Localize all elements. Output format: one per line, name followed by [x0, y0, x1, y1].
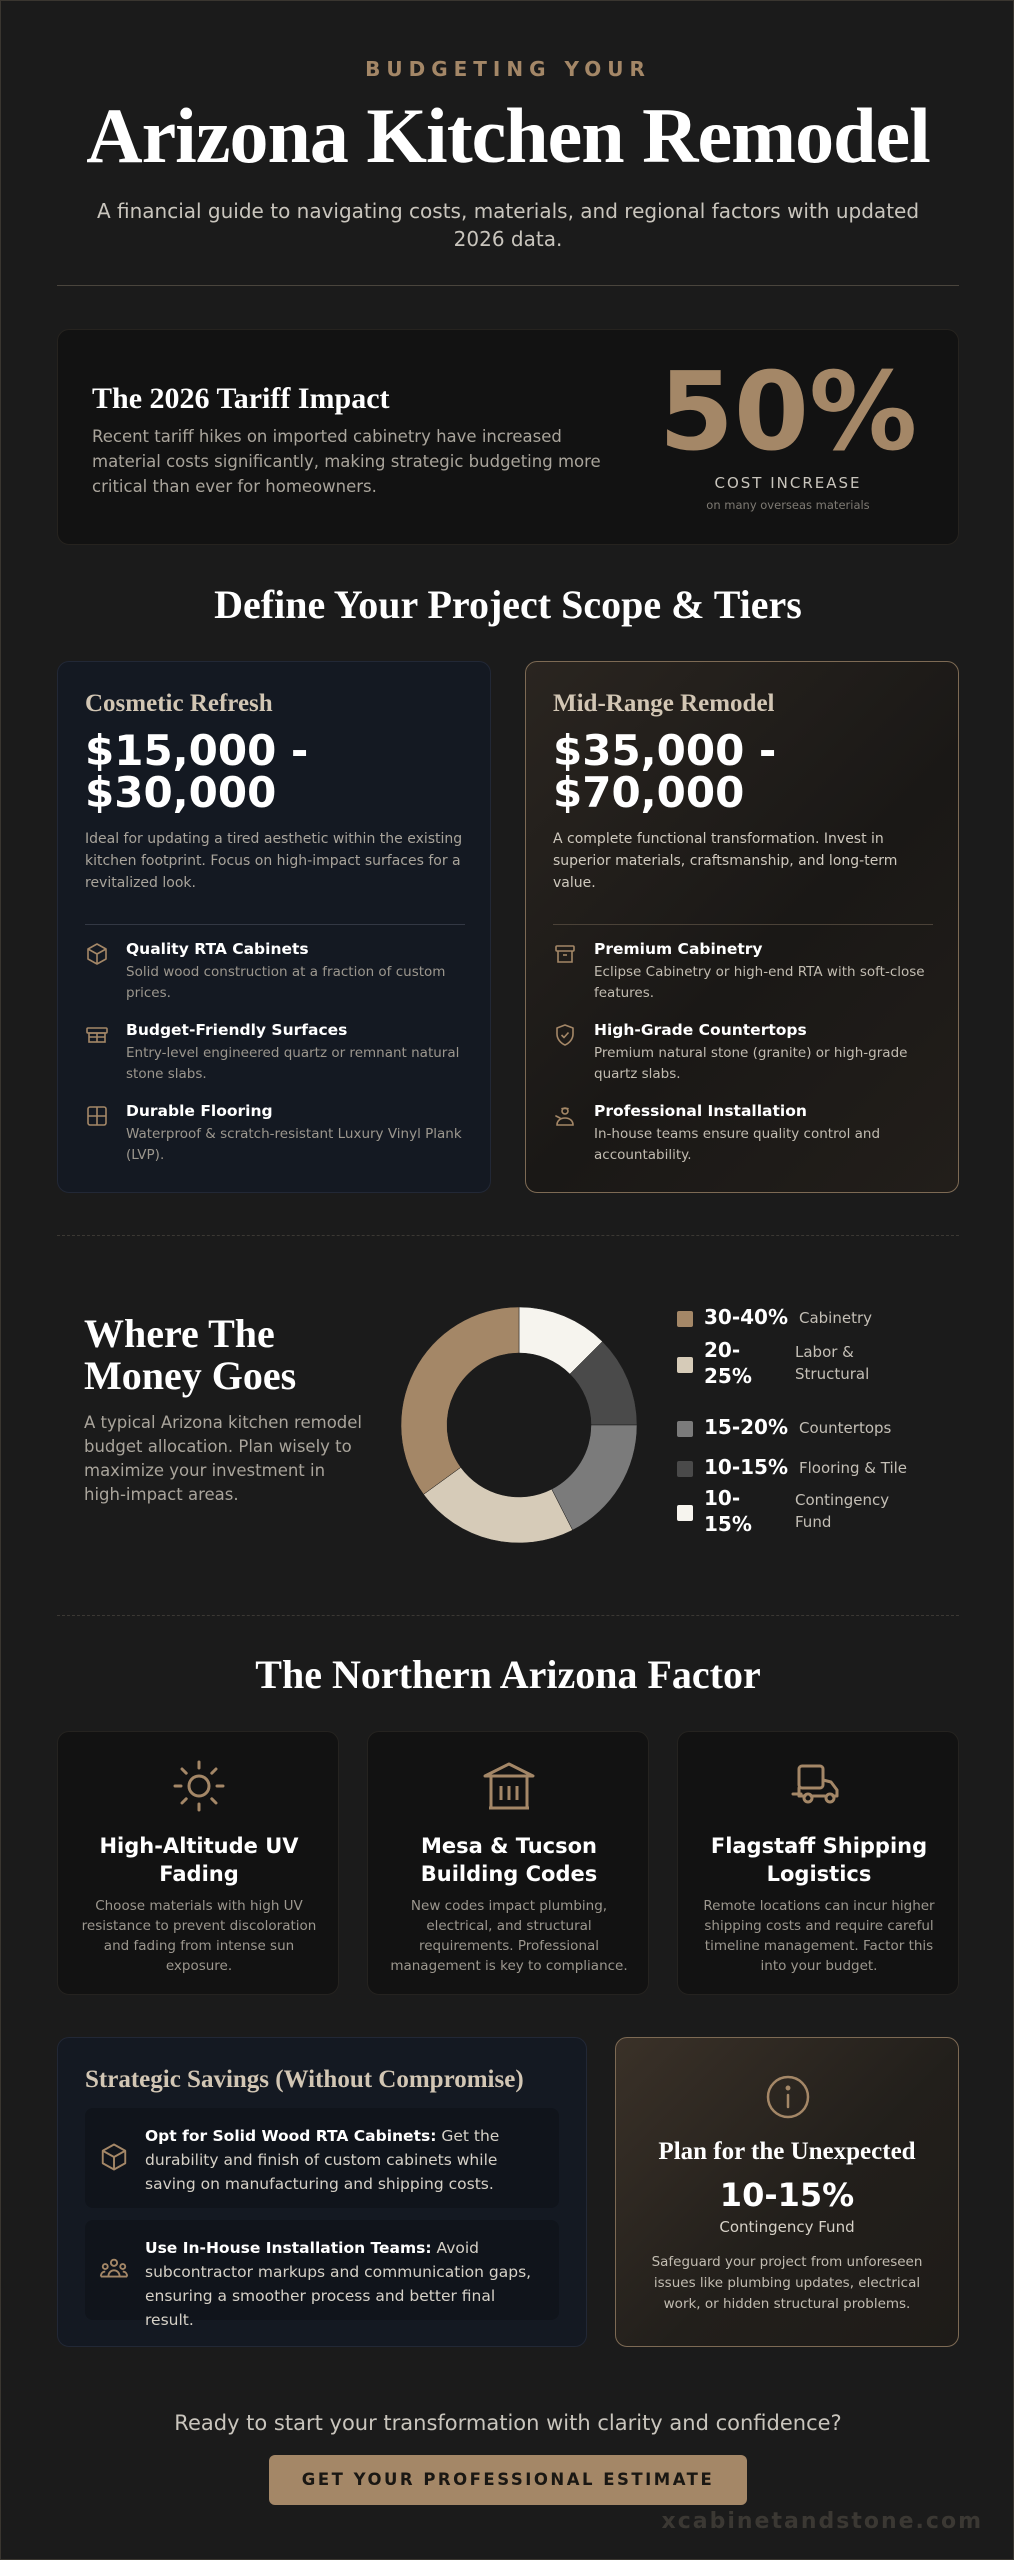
legend-percent: 30-40%	[704, 1305, 789, 1329]
countertop-icon	[85, 1023, 109, 1047]
feature-text: Waterproof & scratch-resistant Luxury Vinyl Plank (LVP).	[126, 1126, 462, 1163]
savings-tip-text	[145, 2236, 545, 2332]
factor-title: The Northern Arizona Factor	[255, 1652, 761, 1697]
legend-label: Contingency Fund	[795, 1491, 890, 1531]
legend-label: Countertops	[799, 1419, 892, 1437]
tier-description: Ideal for updating a tired aesthetic within the existing kitchen footprint. Focus on high-impact surfaces for a revitalized look.	[85, 831, 463, 891]
feature-title: Professional Installation	[594, 1102, 807, 1120]
page-title: Arizona Kitchen Remodel	[86, 92, 930, 179]
feature-text: Premium natural stone (granite) or high-grade quartz slabs.	[594, 1045, 908, 1082]
section-divider	[57, 1235, 959, 1236]
tier-name: Cosmetic Refresh	[85, 690, 273, 717]
tier-feature	[85, 940, 465, 1010]
feature-text: In-house teams ensure quality control and accountability.	[594, 1126, 881, 1163]
cta-question: Ready to start your transformation with clarity and confidence?	[174, 2411, 842, 2435]
savings-tip-lead: Use In-House Installation Teams:	[145, 2239, 432, 2257]
factor-heading: High-Altitude UV Fading	[99, 1834, 299, 1886]
legend-item	[677, 1413, 967, 1453]
installer-icon	[553, 1104, 577, 1128]
flooring-icon	[85, 1104, 109, 1128]
tariff-text: Recent tariff hikes on imported cabinetry have increased material costs significantly, making strategic budgeting more critical than ever for homeowners.	[92, 427, 601, 496]
scope-title: Define Your Project Scope & Tiers	[214, 582, 802, 627]
info-icon	[765, 2074, 811, 2120]
contingency-text: Safeguard your project from unforeseen issues like plumbing updates, electrical work, or hidden structural problems.	[651, 2254, 923, 2312]
legend-percent: 10-15%	[704, 1486, 752, 1536]
feature-title: Budget-Friendly Surfaces	[126, 1021, 348, 1039]
tier-divider	[553, 924, 933, 925]
legend-swatch	[677, 1311, 693, 1327]
brand-watermark: xcabinetandstone.com	[661, 2509, 983, 2534]
legend-swatch	[677, 1421, 693, 1437]
savings-title: Strategic Savings (Without Compromise)	[85, 2066, 524, 2093]
cube-icon	[85, 942, 109, 966]
truck-icon	[789, 1756, 849, 1816]
tier-feature	[553, 940, 933, 1010]
tariff-card	[57, 329, 959, 545]
building-icon	[479, 1756, 539, 1816]
page-subtitle: A financial guide to navigating costs, materials, and regional factors with updated 2026 data.	[96, 199, 920, 251]
feature-title: High-Grade Countertops	[594, 1021, 807, 1039]
savings-tip-lead: Opt for Solid Wood RTA Cabinets:	[145, 2127, 437, 2145]
feature-title: Premium Cabinetry	[594, 940, 763, 958]
contingency-label: Contingency Fund	[719, 2218, 855, 2236]
tier-feature	[553, 1021, 933, 1091]
legend-label: Labor & Structural	[795, 1343, 870, 1383]
savings-tip	[85, 2220, 559, 2329]
tier-price: $35,000 - $70,000	[553, 726, 777, 817]
savings-tip-text	[145, 2124, 545, 2196]
contingency-title: Plan for the Unexpected	[658, 2138, 916, 2165]
donut-slice-labor-structural	[424, 1467, 573, 1543]
tariff-title: The 2026 Tariff Impact	[92, 382, 390, 415]
legend-swatch	[677, 1357, 693, 1373]
factor-heading: Mesa & Tucson Building Codes	[420, 1834, 598, 1886]
feature-text: Eclipse Cabinetry or high-end RTA with soft-close features.	[594, 964, 925, 1001]
sun-icon	[169, 1756, 229, 1816]
factor-card-shipping	[677, 1731, 959, 1995]
savings-tip-body: Avoid subcontractor markups and communication gaps, ensuring a smoother process and better final result.	[145, 2239, 532, 2329]
tier-feature	[85, 1021, 465, 1091]
legend-swatch	[677, 1505, 693, 1521]
factor-card-uv	[57, 1731, 339, 1995]
factor-heading: Flagstaff Shipping Logistics	[710, 1834, 928, 1886]
budget-donut-chart	[399, 1305, 639, 1545]
header-divider	[57, 285, 959, 286]
tier-price: $15,000 - $30,000	[85, 726, 309, 817]
shield-check-icon	[553, 1023, 577, 1047]
tariff-stat-sub: on many overseas materials	[706, 498, 870, 512]
factor-text: Remote locations can incur higher shipping costs and require careful timeline management. Factor this into your budget.	[703, 1898, 935, 1974]
factor-text: Choose materials with high UV resistance to prevent discoloration and fading from intense sun exposure.	[81, 1898, 317, 1974]
contingency-card	[615, 2037, 959, 2347]
get-estimate-button[interactable]: GET YOUR PROFESSIONAL ESTIMATE	[269, 2455, 747, 2505]
tier-description: A complete functional transformation. Invest in superior materials, craftsmanship, and long-term value.	[553, 831, 898, 891]
feature-text: Solid wood construction at a fraction of custom prices.	[126, 964, 446, 1001]
legend-item	[677, 1486, 967, 1536]
legend-percent: 10-15%	[704, 1455, 789, 1479]
team-icon	[99, 2254, 129, 2284]
savings-tip	[85, 2108, 559, 2208]
savings-card	[57, 2037, 587, 2347]
cube-icon	[99, 2142, 129, 2172]
tier-card-cosmetic	[57, 661, 491, 1193]
tariff-stat: 50%	[658, 350, 918, 475]
legend-item	[677, 1338, 967, 1388]
tariff-stat-label: COST INCREASE	[714, 474, 862, 492]
money-title: Where The Money Goes	[84, 1311, 297, 1398]
legend-swatch	[677, 1461, 693, 1477]
feature-title: Durable Flooring	[126, 1102, 273, 1120]
savings-tip-body: Get the durability and finish of custom cabinets while saving on manufacturing and shipping costs.	[145, 2127, 500, 2193]
tier-card-midrange	[525, 661, 959, 1193]
feature-title: Quality RTA Cabinets	[126, 940, 309, 958]
money-text: A typical Arizona kitchen remodel budget allocation. Plan wisely to maximize your investment in high-impact areas.	[84, 1413, 363, 1504]
legend-label: Flooring & Tile	[799, 1459, 908, 1477]
legend-percent: 20-25%	[704, 1338, 752, 1388]
tier-feature	[85, 1102, 465, 1172]
legend-label: Cabinetry	[799, 1309, 873, 1327]
cabinet-icon	[553, 942, 577, 966]
contingency-stat: 10-15%	[719, 2176, 855, 2214]
tier-feature	[553, 1102, 933, 1172]
factor-card-codes	[367, 1731, 649, 1995]
tier-name: Mid-Range Remodel	[553, 690, 775, 717]
section-divider	[57, 1615, 959, 1616]
donut-slice-cabinetry	[401, 1307, 519, 1494]
factor-text: New codes impact plumbing, electrical, and structural requirements. Professional management is key to compliance.	[390, 1898, 628, 1974]
legend-percent: 15-20%	[704, 1415, 789, 1439]
tier-divider	[85, 924, 465, 925]
eyebrow-text: BUDGETING YOUR	[365, 57, 651, 81]
feature-text: Entry-level engineered quartz or remnant natural stone slabs.	[126, 1045, 460, 1082]
